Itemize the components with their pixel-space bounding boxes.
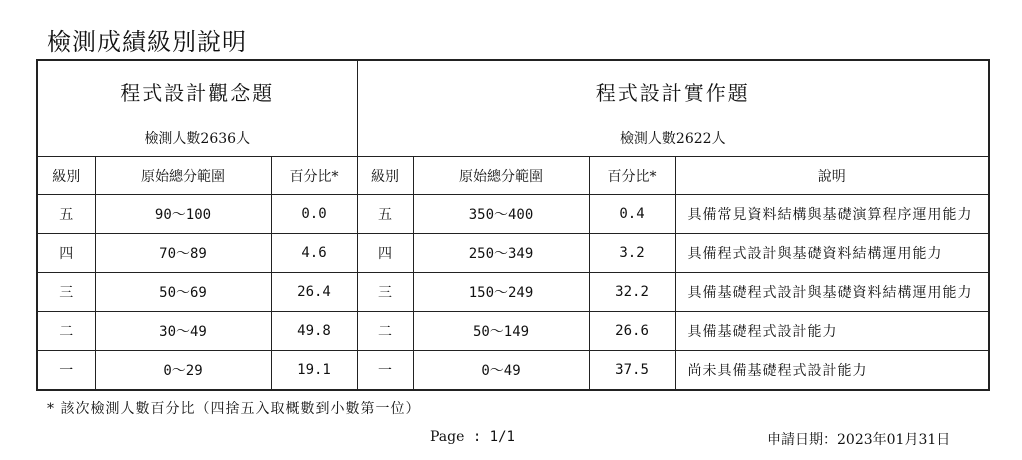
concept-section-title: 程式設計觀念題	[37, 60, 357, 120]
practice-level: 五	[357, 195, 413, 234]
application-date: 申請日期：2023年01月31日	[767, 432, 951, 448]
practice-level: 三	[357, 273, 413, 312]
header-level: 級別	[357, 157, 413, 195]
concept-range: 50～69	[95, 273, 271, 312]
concept-range: 70～89	[95, 234, 271, 273]
concept-level: 一	[37, 351, 95, 391]
concept-examinee-count: 檢測人數2636人	[37, 120, 357, 157]
concept-level: 三	[37, 273, 95, 312]
level-description-table	[36, 59, 990, 391]
concept-percent: 0.0	[271, 195, 357, 234]
header-description: 說明	[675, 157, 989, 195]
page-label: Page	[430, 429, 465, 445]
practice-level: 一	[357, 351, 413, 391]
level-description: 具備常見資料結構與基礎演算程序運用能力	[675, 195, 989, 234]
concept-level: 二	[37, 312, 95, 351]
practice-range: 50～149	[413, 312, 589, 351]
level-description: 具備程式設計與基礎資料結構運用能力	[675, 234, 989, 273]
practice-range: 0～49	[413, 351, 589, 391]
concept-level: 四	[37, 234, 95, 273]
header-level: 級別	[37, 157, 95, 195]
concept-range: 90～100	[95, 195, 271, 234]
level-description: 具備基礎程式設計與基礎資料結構運用能力	[675, 273, 989, 312]
header-percent: 百分比*	[271, 157, 357, 195]
level-description: 具備基礎程式設計能力	[675, 312, 989, 351]
practice-level: 四	[357, 234, 413, 273]
concept-percent: 4.6	[271, 234, 357, 273]
practice-percent: 37.5	[589, 351, 675, 391]
concept-percent: 19.1	[271, 351, 357, 391]
page-value: : 1/1	[472, 429, 515, 445]
practice-percent: 0.4	[589, 195, 675, 234]
table-row	[37, 351, 989, 391]
practice-range: 350～400	[413, 195, 589, 234]
header-percent: 百分比*	[589, 157, 675, 195]
table-row	[37, 312, 989, 351]
page-title: 檢測成績級別說明	[47, 28, 247, 56]
concept-level: 五	[37, 195, 95, 234]
practice-percent: 3.2	[589, 234, 675, 273]
practice-range: 150～249	[413, 273, 589, 312]
practice-level: 二	[357, 312, 413, 351]
page-indicator	[430, 429, 515, 445]
concept-range: 0～29	[95, 351, 271, 391]
practice-section-title: 程式設計實作題	[357, 60, 989, 120]
concept-range: 30～49	[95, 312, 271, 351]
practice-range: 250～349	[413, 234, 589, 273]
concept-percent: 26.4	[271, 273, 357, 312]
header-range: 原始總分範圍	[95, 157, 271, 195]
header-row	[37, 157, 989, 195]
table-row	[37, 195, 989, 234]
practice-percent: 26.6	[589, 312, 675, 351]
practice-examinee-count: 檢測人數2622人	[357, 120, 989, 157]
level-description: 尚未具備基礎程式設計能力	[675, 351, 989, 391]
table-row	[37, 234, 989, 273]
header-range: 原始總分範圍	[413, 157, 589, 195]
footnote: * 該次檢測人數百分比（四捨五入取概數到小數第一位）	[47, 401, 421, 417]
table-row	[37, 273, 989, 312]
practice-percent: 32.2	[589, 273, 675, 312]
concept-percent: 49.8	[271, 312, 357, 351]
